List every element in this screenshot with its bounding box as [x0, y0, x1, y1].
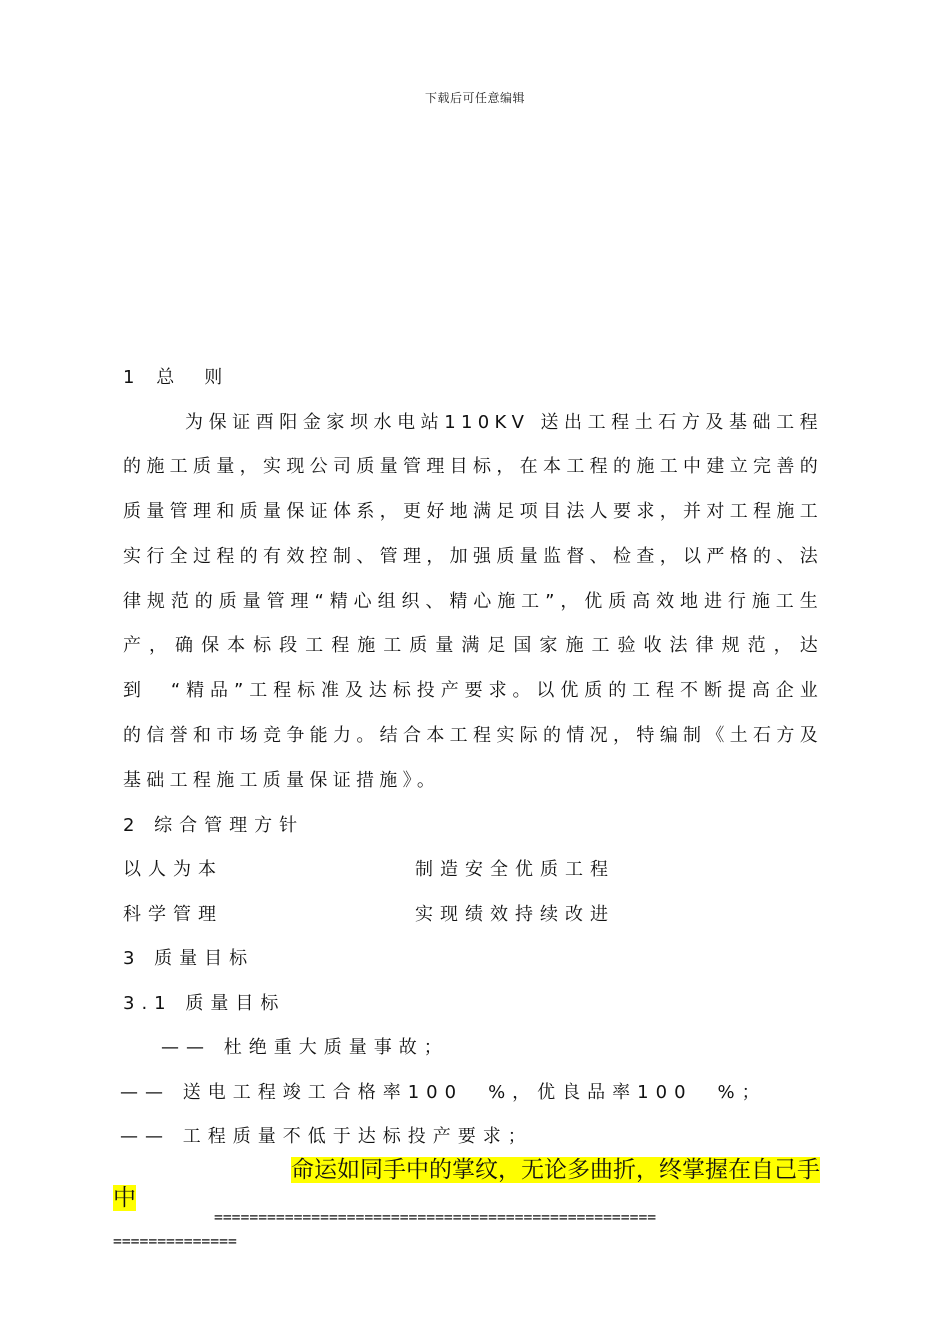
section-1-number: 1 — [123, 367, 143, 388]
section-3-heading: 3 质量目标 — [123, 948, 255, 970]
quality-goal-item: —— 送电工程竣工合格率100 %，优良品率100 %； — [120, 1081, 767, 1103]
separator-line — [113, 1206, 823, 1254]
motto-block — [113, 1156, 833, 1212]
section-3-1-heading: 3.1 质量目标 — [123, 992, 286, 1014]
separator-line-1: ================================================== — [214, 1209, 657, 1226]
section-1-title-a: 总 — [156, 367, 183, 388]
header-note: 下载后可任意编辑 — [424, 91, 525, 105]
policy-right: 制造安全优质工程 — [415, 859, 615, 881]
policy-row — [123, 848, 823, 893]
motto-line-2: 中 — [113, 1185, 136, 1211]
section-1-paragraph: 为保证酉阳金家坝水电站110KV 送出工程土石方及基础工程的施工质量，实现公司质量管理目标，在本工程的施工中建立完善的质量管理和质量保证体系，更好地满足项目法人要求，并对工程施工实行全过程的有效控制、管理，加强质量监督、检查，以严格的、法律规范的质量管理“精心组织、精心施工”，优质高效地进行施工生产，确保本标段工程施工质量满足国家施工验收法律规范，达到 “精品”工程标准及达标投产要求。以优质的工程不断提高企业的信誉和市场竞争能力。结合本工程实际的情况，特编制《土石方及基础工程施工质量保证措施》。 — [123, 411, 823, 791]
policy-left: 以人为本 — [123, 859, 223, 881]
separator-line-2: ============== — [113, 1233, 237, 1250]
policy-right: 实现绩效持续改进 — [415, 903, 615, 925]
quality-goal-item: —— 杜绝重大质量事故； — [161, 1037, 449, 1059]
document-body — [120, 356, 823, 1160]
quality-goal-item: —— 工程质量不低于达标投产要求； — [120, 1126, 533, 1148]
policy-left: 科学管理 — [123, 903, 223, 925]
section-2-heading: 2 综合管理方针 — [123, 814, 305, 836]
section-1-heading — [123, 356, 823, 401]
policy-row — [123, 893, 823, 938]
motto-line-1: 命运如同手中的掌纹，无论多曲折，终掌握在自己手 — [291, 1157, 820, 1183]
section-1-title-b: 则 — [204, 367, 231, 388]
